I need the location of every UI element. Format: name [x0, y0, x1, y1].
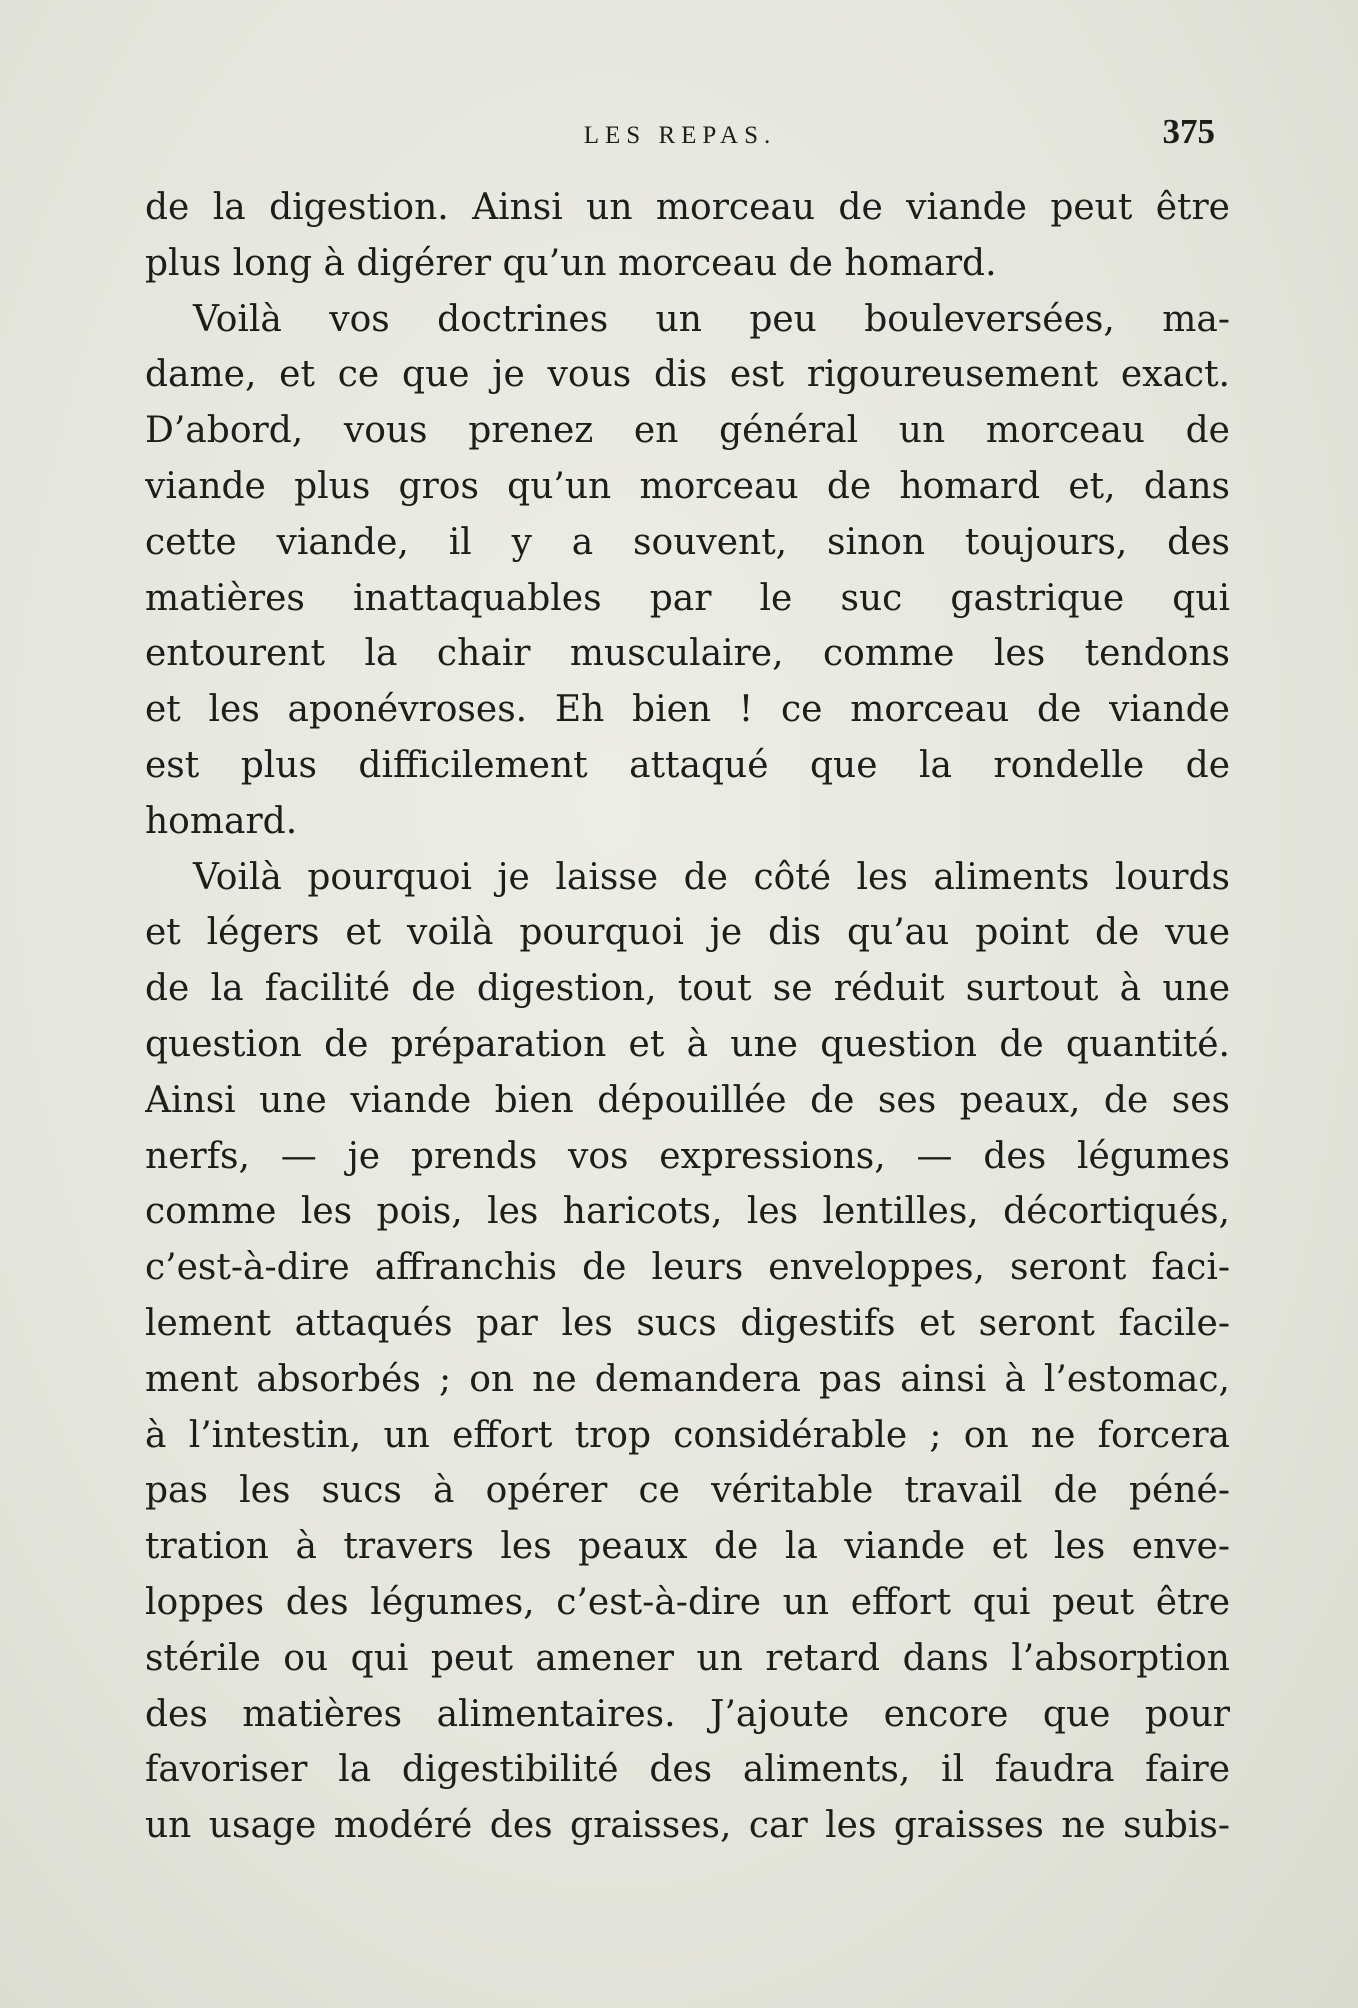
text-line: viande plus gros qu’un morceau de homard et, dans — [145, 465, 1230, 507]
text-line: plus long à digérer qu’un morceau de homard. — [145, 242, 997, 284]
text-line: et légers et voilà pourquoi je dis qu’au point de vue — [145, 912, 1230, 954]
page-header — [145, 112, 1215, 162]
text-line: est plus difficilement attaqué que la rondelle de — [145, 744, 1230, 786]
text-line: Voilà vos doctrines un peu bouleversées, ma- — [193, 298, 1230, 340]
text-line: ment absorbés ; on ne demandera pas ainsi à l’estomac, — [145, 1358, 1230, 1400]
text-line: à l’intestin, un effort trop considérable ; on ne forcera — [145, 1414, 1230, 1456]
text-line: D’abord, vous prenez en général un morceau de — [145, 410, 1230, 452]
text-line: dame, et ce que je vous dis est rigoureusement exact. — [145, 354, 1230, 396]
text-line: et les aponévroses. Eh bien ! ce morceau de viande — [145, 689, 1230, 731]
page-number: 375 — [1162, 112, 1215, 151]
text-line: Ainsi une viande bien dépouillée de ses peaux, de ses — [145, 1079, 1230, 1121]
text-line: question de préparation et à une question de quantité. — [145, 1023, 1230, 1065]
text-line: pas les sucs à opérer ce véritable travail de péné- — [145, 1470, 1230, 1512]
text-line: cette viande, il y a souvent, sinon toujours, des — [145, 521, 1230, 563]
text-line: homard. — [145, 800, 298, 842]
text-line: c’est-à-dire affranchis de leurs enveloppes, seront faci- — [145, 1247, 1230, 1289]
text-line: Voilà pourquoi je laisse de côté les aliments lourds — [193, 856, 1230, 898]
text-line: comme les pois, les haricots, les lentilles, décortiqués, — [145, 1191, 1230, 1233]
text-line: un usage modéré des graisses, car les graisses ne subis- — [145, 1805, 1230, 1847]
text-line: des matières alimentaires. J’ajoute encore que pour — [145, 1693, 1230, 1735]
text-line: tration à travers les peaux de la viande et les enve- — [145, 1526, 1230, 1568]
text-line: matières inattaquables par le suc gastrique qui — [145, 577, 1230, 619]
text-line: nerfs, — je prends vos expressions, — des légumes — [145, 1135, 1230, 1177]
body-text — [145, 180, 1230, 1854]
text-line: de la facilité de digestion, tout se réduit surtout à une — [145, 968, 1230, 1010]
text-line: de la digestion. Ainsi un morceau de viande peut être — [145, 187, 1230, 228]
text-line: entourent la chair musculaire, comme les tendons — [145, 633, 1230, 675]
text-line: lement attaqués par les sucs digestifs et seront facile- — [145, 1302, 1230, 1344]
text-line: stérile ou qui peut amener un retard dans l’absorption — [145, 1637, 1230, 1679]
text-line: favoriser la digestibilité des aliments, il faudra faire — [145, 1749, 1230, 1791]
text-line: loppes des légumes, c’est-à-dire un effort qui peut être — [145, 1581, 1230, 1623]
running-head: LES REPAS. — [583, 122, 777, 149]
